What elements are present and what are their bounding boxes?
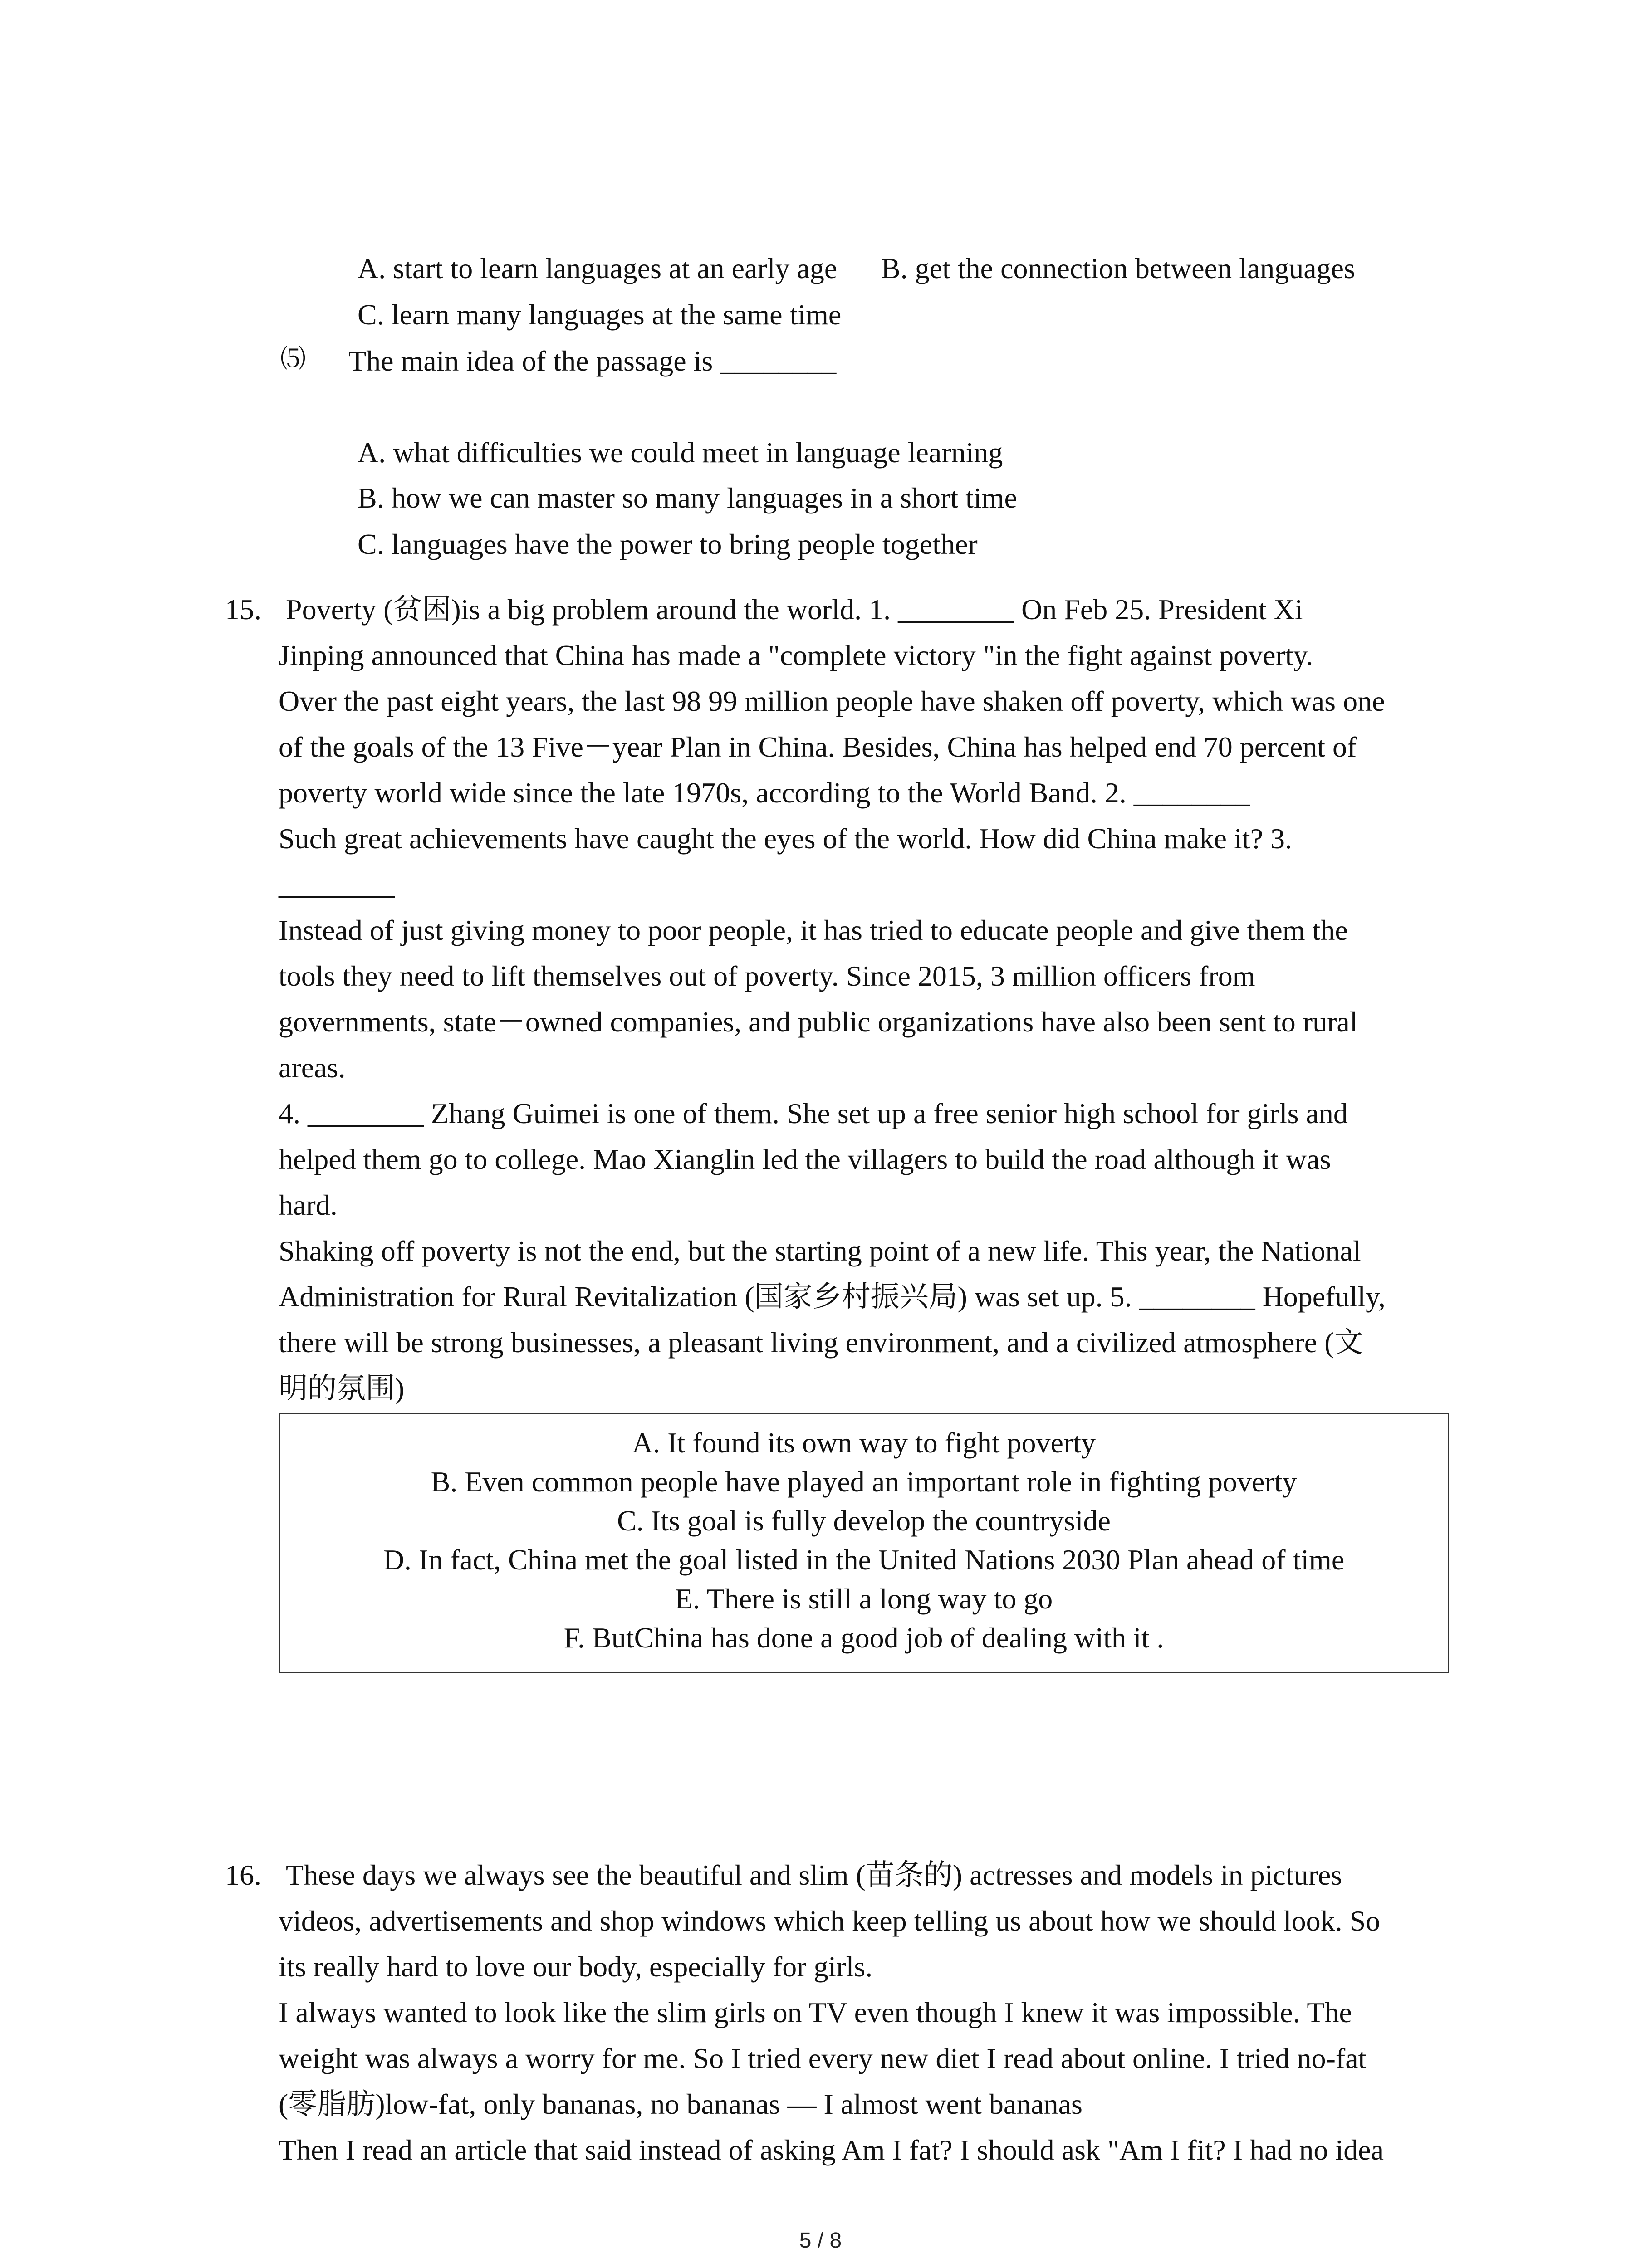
- q16-line: weight was always a worry for me. So I tried every new diet I read about online. I tried no-fat: [279, 2042, 1367, 2074]
- q14-4-option-b: B. get the connection between languages: [881, 252, 1355, 284]
- q15-line: Such great achievements have caught the eyes of the world. How did China make it? 3.: [279, 822, 1292, 855]
- q14-5-option-b: B. how we can master so many languages in a short time: [358, 482, 1017, 514]
- q15-box-option-b: B. Even common people have played an important role in fighting poverty: [431, 1466, 1297, 1498]
- q15-options-box: [279, 1413, 1449, 1673]
- q16-line: its really hard to love our body, especially for girls.: [279, 1950, 873, 1983]
- q15-line: Administration for Rural Revitalization (国家乡村振兴局) was set up. 5. ________ Hopefully,: [279, 1281, 1386, 1313]
- q16-number: 16.: [225, 1859, 261, 1891]
- q14-5-stem: The main idea of the passage is ________: [348, 345, 837, 377]
- q14-5-option-a: A. what difficulties we could meet in language learning: [358, 436, 1003, 469]
- q15-line: Jinping announced that China has made a "complete victory "in the fight against poverty.: [279, 639, 1313, 671]
- q15-line: Shaking off poverty is not the end, but the starting point of a new life. This year, the National: [279, 1235, 1361, 1267]
- q16-line: I always wanted to look like the slim girls on TV even though I knew it was impossible. The: [279, 1996, 1352, 2028]
- q15-line: areas.: [279, 1051, 346, 1084]
- q15-line: Over the past eight years, the last 98 99 million people have shaken off poverty, which was one: [279, 685, 1385, 717]
- q15-line: helped them go to college. Mao Xianglin led the villagers to build the road although it was: [279, 1143, 1331, 1175]
- q16-line: (零脂肪)low-fat, only bananas, no bananas — I almost went bananas: [279, 2088, 1083, 2120]
- q15-line: governments, state－owned companies, and public organizations have also been sent to rural: [279, 1006, 1358, 1038]
- q15-blank-line: ________: [279, 868, 395, 900]
- q15-line: Instead of just giving money to poor people, it has tried to educate people and give them the: [279, 914, 1348, 946]
- q15-box-option-a: A. It found its own way to fight poverty: [632, 1427, 1096, 1459]
- q15-line: 4. ________ Zhang Guimei is one of them. She set up a free senior high school for girls and: [279, 1097, 1348, 1129]
- q16-line: videos, advertisements and shop windows which keep telling us about how we should look. So: [279, 1905, 1381, 1937]
- q15-box-option-e: E. There is still a long way to go: [675, 1583, 1053, 1615]
- q15-box-option-f: F. ButChina has done a good job of dealing with it .: [563, 1622, 1164, 1654]
- q15-box-option-d: D. In fact, China met the goal listed in the United Nations 2030 Plan ahead of time: [383, 1544, 1345, 1576]
- q15-line: poverty world wide since the late 1970s, according to the World Band. 2. ________: [279, 777, 1250, 809]
- q15-line: Poverty (贫困)is a big problem around the world. 1. ________ On Feb 25. President Xi: [286, 593, 1303, 626]
- q15-line: hard.: [279, 1189, 338, 1221]
- q15-box-option-c: C. Its goal is fully develop the countryside: [617, 1505, 1111, 1537]
- q15-line: of the goals of the 13 Five－year Plan in China. Besides, China has helped end 70 percent of: [279, 731, 1357, 763]
- q16-line: These days we always see the beautiful and slim (苗条的) actresses and models in pictures: [286, 1859, 1342, 1891]
- q15-number: 15.: [225, 593, 261, 626]
- q14-5-number: ⑸: [280, 344, 306, 374]
- q14-5-option-c: C. languages have the power to bring people together: [358, 528, 978, 560]
- q15-line: tools they need to lift themselves out of poverty. Since 2015, 3 million officers from: [279, 960, 1255, 992]
- page-number: 5 / 8: [799, 2229, 842, 2253]
- q16-line: Then I read an article that said instead of asking Am I fat? I should ask "Am I fit? I had no idea: [279, 2134, 1384, 2166]
- q15-line: there will be strong businesses, a pleasant living environment, and a civilized atmosphere (文: [279, 1326, 1363, 1359]
- q14-4-option-c: C. learn many languages at the same time: [358, 298, 842, 331]
- q15-line: 明的氛围): [279, 1372, 405, 1404]
- q14-4-option-a: A. start to learn languages at an early age: [358, 252, 838, 284]
